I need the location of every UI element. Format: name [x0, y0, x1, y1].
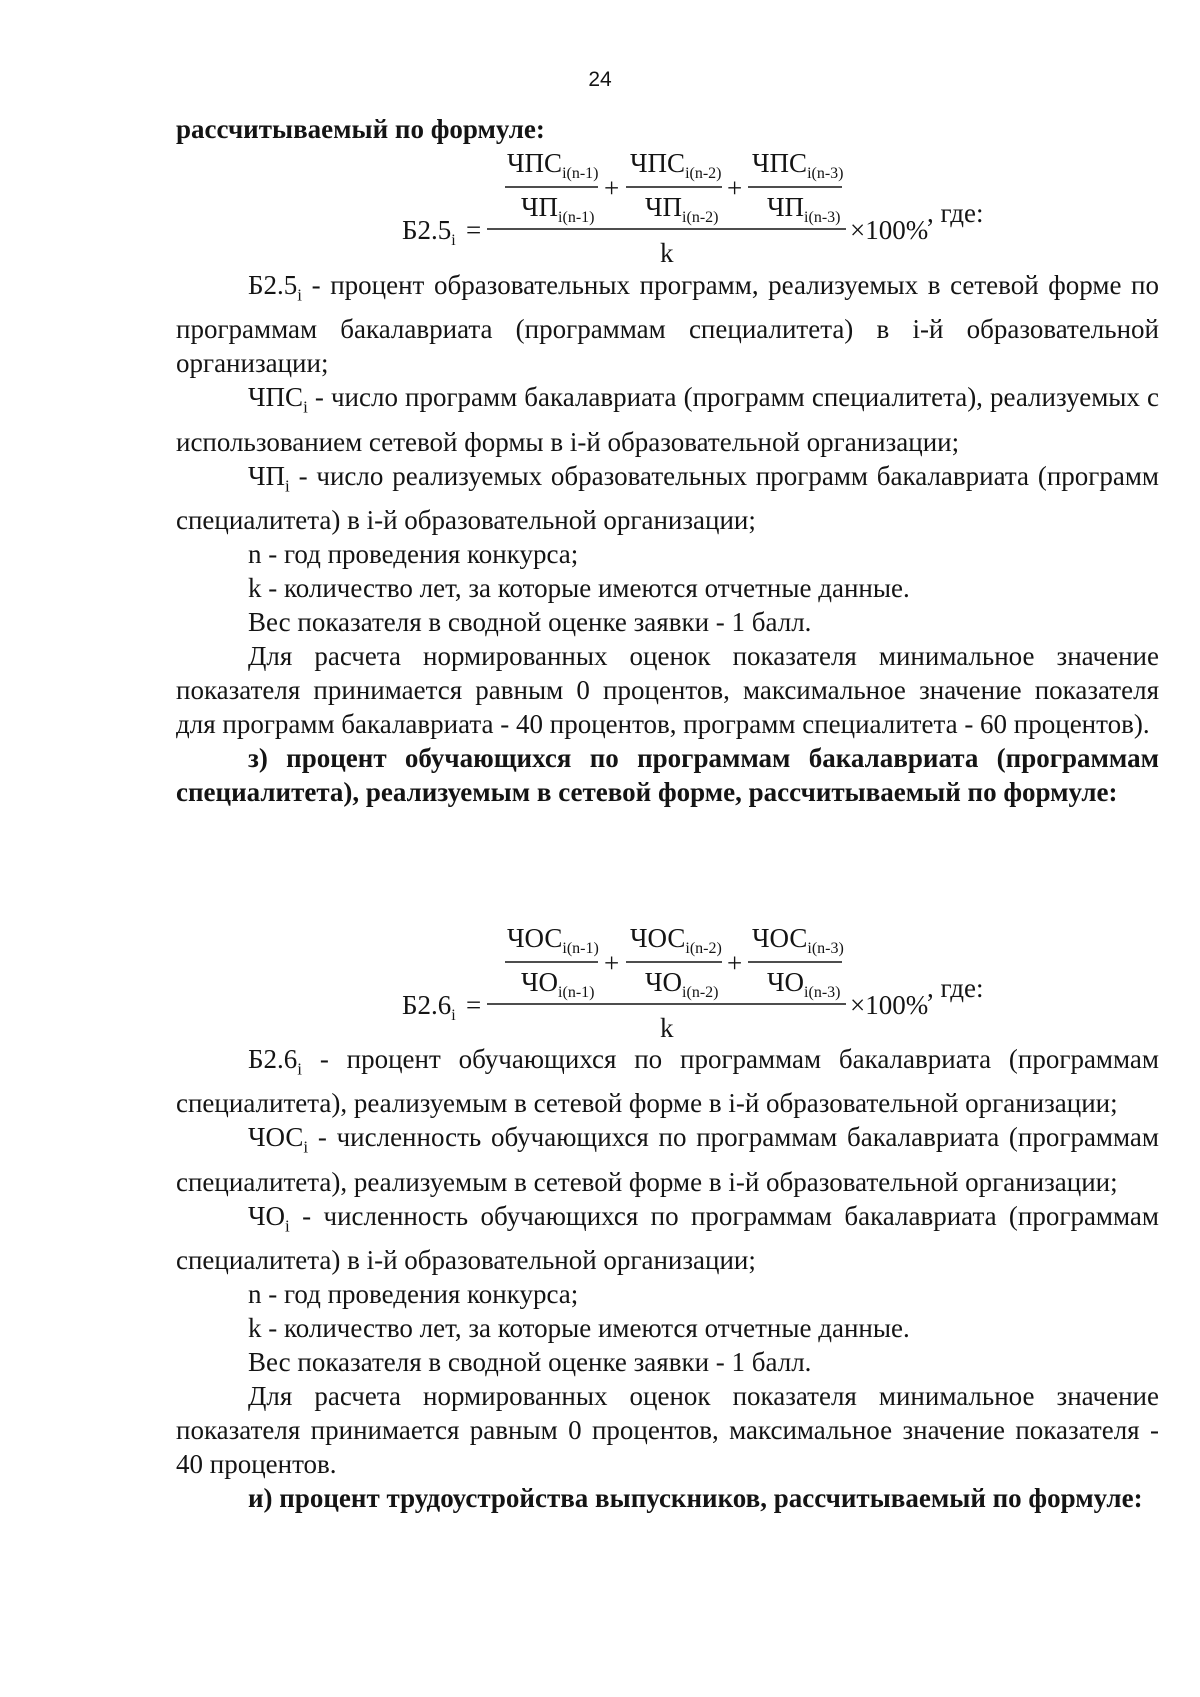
def-b26-symbol: Б2.6 — [248, 1044, 298, 1074]
page-number: 24 — [588, 68, 612, 91]
formula-b26-times: ×100% — [850, 990, 929, 1020]
def-b25-symbol: Б2.5 — [248, 270, 298, 300]
formula-b26-term2-num: $ЧОС_{i(n-2)}$ — [630, 923, 722, 957]
def-chp — [176, 459, 1159, 537]
def-k-2: k - количество лет, за которые имеются отчетные данные. — [248, 1313, 910, 1344]
formula-b26-term3-num: $ЧОС_{i(n-3)}$ — [752, 923, 844, 957]
formula-b25-denominator: k — [660, 238, 674, 268]
def-cho-sub: i — [285, 1216, 290, 1236]
def-chps-symbol: ЧПС — [248, 382, 304, 413]
formula-b25-term1-den: $ЧП_{i(n-1)}$ — [521, 192, 595, 226]
formula-b26-plus1: + — [604, 948, 620, 978]
def-n: n - год проведения конкурса; — [248, 539, 579, 570]
formula-b25-times: ×100% — [850, 215, 929, 245]
formula-b26-denominator: k — [660, 1013, 674, 1043]
intro-label: рассчитываемый по формуле: — [176, 114, 545, 144]
formula-b25-plus1: + — [604, 173, 620, 203]
def-chos-text: - численность обучающихся по программам бакалавриата (программам специалитета), реализуемым в сетевой форме в i-й образовательной организации; — [176, 1122, 1159, 1197]
def-chos — [176, 1120, 1159, 1198]
def-chps-text: - число программ бакалавриата (программ специалитета), реализуемых с использованием сетевой формы в i-й образовательной организации; — [176, 382, 1159, 457]
heading-z: з) процент обучающихся по программам бакалавриата (программам специалитета), реализуемым в сетевой форме, рассчитываемый по формуле: — [176, 743, 1159, 808]
def-cho-text: - численность обучающихся по программам бакалавриата (программам специалитета) в i-й образовательной организации; — [176, 1200, 1159, 1276]
def-n-2: n - год проведения конкурса; — [248, 1279, 579, 1310]
def-b26-sub: i — [297, 1059, 302, 1079]
def-b26 — [176, 1042, 1159, 1120]
formula-b26-lhs: $Б2.6_i$ — [402, 990, 456, 1024]
def-b26-text: - процент обучающихся по программам бакалавриата (программам специалитета), реализуемым в сетевой форме в i-й образовательной организации; — [176, 1044, 1159, 1119]
def-b25 — [176, 268, 1159, 380]
formula-b25-plus2: + — [727, 173, 743, 203]
def-cho-symbol: ЧО — [248, 1200, 286, 1231]
formula-b25-lhs: $Б2.5_i$ — [402, 215, 456, 249]
def-chos-sub: i — [303, 1137, 309, 1157]
formula-b26-equals: = — [466, 990, 482, 1020]
formula-b26-term2-den: $ЧО_{i(n-2)}$ — [645, 967, 719, 1001]
formula-b25-equals: = — [466, 215, 482, 245]
formula-b26-term1-den: $ЧО_{i(n-1)}$ — [521, 967, 595, 1001]
def-k: k - количество лет, за которые имеются отчетные данные. — [248, 573, 910, 604]
def-cho — [176, 1199, 1159, 1277]
heading-i: и) процент трудоустройства выпускников, рассчитываемый по формуле: — [248, 1483, 1143, 1514]
formula-b25-term1-num: $ЧПС_{i(n-1)}$ — [507, 148, 599, 182]
definitions-block-2 — [176, 1042, 1159, 1515]
def-b25-sub: i — [297, 285, 302, 305]
formula-b26-plus2: + — [727, 948, 743, 978]
formula-b25-suffix: , где: — [927, 198, 984, 228]
weight-statement: Вес показателя в сводной оценке заявки - 1 балл. — [248, 607, 812, 638]
definitions-block-1 — [176, 268, 1159, 809]
formula-b25-term3-num: $ЧПС_{i(n-3)}$ — [752, 148, 844, 182]
def-chp-sub: i — [285, 476, 290, 496]
formula-b25-term3-den: $ЧП_{i(n-3)}$ — [767, 192, 841, 226]
formula-b26-term3-den: $ЧО_{i(n-3)}$ — [767, 967, 841, 1001]
def-chp-text: - число реализуемых образовательных программ бакалавриата (программ специалитета) в i-й образовательной организации; — [176, 460, 1159, 536]
formula-b26-term1-num: $ЧОС_{i(n-1)}$ — [507, 923, 599, 957]
def-b25-text: - процент образовательных программ, реализуемых в сетевой форме по программам бакалавриата (программам специалитета) в i-й образовательной организации; — [176, 270, 1159, 379]
def-chps-sub: i — [303, 397, 308, 417]
formula-b25-term2-num: $ЧПС_{i(n-2)}$ — [630, 148, 722, 182]
weight-statement-2: Вес показателя в сводной оценке заявки - 1 балл. — [248, 1347, 812, 1378]
norm-statement: Для расчета нормированных оценок показателя минимальное значение показателя принимается равным 0 процентов, максимальное значение показателя для программ бакалавриата - 40 процентов, программ специалитета - 60 процентов). — [176, 641, 1159, 740]
def-chps — [176, 380, 1159, 458]
def-chos-symbol: ЧОС — [248, 1122, 304, 1153]
norm-statement-2: Для расчета нормированных оценок показателя минимальное значение показателя принимается равным 0 процентов, максимальное значение показателя - 40 процентов. — [176, 1381, 1159, 1480]
formula-b25-term2-den: $ЧП_{i(n-2)}$ — [645, 192, 719, 226]
formula-b26-suffix: , где: — [927, 973, 984, 1003]
def-chp-symbol: ЧП — [248, 460, 286, 491]
